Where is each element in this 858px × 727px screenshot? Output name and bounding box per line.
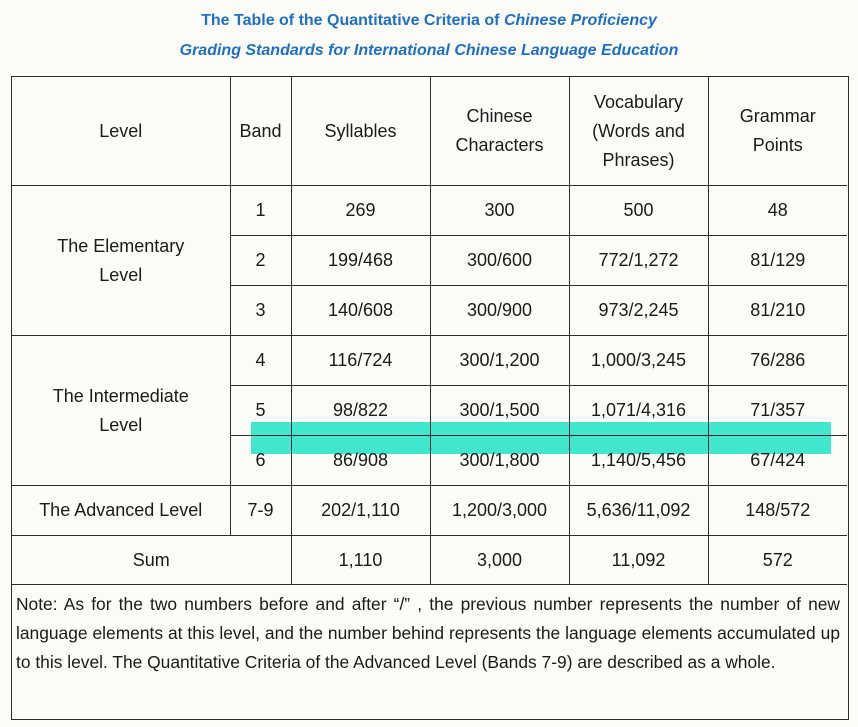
characters-cell: 1,200/3,000 bbox=[430, 486, 569, 536]
characters-cell: 300/600 bbox=[430, 236, 569, 286]
sum-row bbox=[12, 536, 847, 585]
band-cell: 4 bbox=[230, 336, 291, 386]
vocabulary-cell: 500 bbox=[569, 186, 708, 236]
level-intermediate: The Intermediate Level bbox=[12, 336, 230, 486]
characters-cell: 300 bbox=[430, 186, 569, 236]
sum-syllables: 1,110 bbox=[291, 536, 430, 585]
sum-characters: 3,000 bbox=[430, 536, 569, 585]
page-title bbox=[0, 12, 858, 30]
grammar-cell: 81/129 bbox=[708, 236, 847, 286]
grammar-cell: 148/572 bbox=[708, 486, 847, 536]
syllables-cell: 86/908 bbox=[291, 436, 430, 486]
table-row bbox=[12, 186, 847, 236]
sum-vocabulary: 11,092 bbox=[569, 536, 708, 585]
vocabulary-cell: 5,636/11,092 bbox=[569, 486, 708, 536]
sum-grammar: 572 bbox=[708, 536, 847, 585]
header-syllables: Syllables bbox=[291, 77, 430, 186]
vocabulary-cell: 1,140/5,456 bbox=[569, 436, 708, 486]
title-line1-italic: Chinese Proficiency bbox=[503, 12, 657, 29]
level-elementary: The Elementary Level bbox=[12, 186, 230, 336]
characters-cell: 300/900 bbox=[430, 286, 569, 336]
table-row bbox=[12, 486, 847, 536]
header-row bbox=[12, 77, 847, 186]
grammar-cell: 67/424 bbox=[708, 436, 847, 486]
table-row-highlighted bbox=[12, 336, 847, 386]
grammar-cell: 76/286 bbox=[708, 336, 847, 386]
characters-cell: 300/1,200 bbox=[430, 336, 569, 386]
vocabulary-cell: 1,000/3,245 bbox=[569, 336, 708, 386]
header-band: Band bbox=[230, 77, 291, 186]
grammar-cell: 71/357 bbox=[708, 386, 847, 436]
band-cell: 7-9 bbox=[230, 486, 291, 536]
header-level: Level bbox=[12, 77, 230, 186]
grammar-cell: 48 bbox=[708, 186, 847, 236]
title-line1-prefix: The Table of the Quantitative Criteria of bbox=[201, 12, 504, 29]
sum-label: Sum bbox=[12, 536, 291, 585]
syllables-cell: 98/822 bbox=[291, 386, 430, 436]
header-characters: Chinese Characters bbox=[430, 77, 569, 186]
band-cell: 5 bbox=[230, 386, 291, 436]
syllables-cell: 116/724 bbox=[291, 336, 430, 386]
header-vocabulary: Vocabulary (Words and Phrases) bbox=[569, 77, 708, 186]
header-grammar: Grammar Points bbox=[708, 77, 847, 186]
syllables-cell: 140/608 bbox=[291, 286, 430, 336]
syllables-cell: 202/1,110 bbox=[291, 486, 430, 536]
characters-cell: 300/1,500 bbox=[430, 386, 569, 436]
syllables-cell: 199/468 bbox=[291, 236, 430, 286]
characters-cell: 300/1,800 bbox=[430, 436, 569, 486]
level-advanced: The Advanced Level bbox=[12, 486, 230, 536]
vocabulary-cell: 772/1,272 bbox=[569, 236, 708, 286]
vocabulary-cell: 973/2,245 bbox=[569, 286, 708, 336]
band-cell: 2 bbox=[230, 236, 291, 286]
page-subtitle: Grading Standards for International Chinese Language Education bbox=[179, 42, 679, 59]
vocabulary-cell: 1,071/4,316 bbox=[569, 386, 708, 436]
band-cell: 3 bbox=[230, 286, 291, 336]
grammar-cell: 81/210 bbox=[708, 286, 847, 336]
criteria-table bbox=[12, 77, 847, 585]
table-note: Note: As for the two numbers before and after “/” , the previous number represents the number of new language elements at this level, and the number behind represents the language elements accumulated up to this level. The Quantitative Criteria of the Advanced Level (Bands 7-9) are described as a whole. bbox=[16, 594, 840, 672]
band-cell: 1 bbox=[230, 186, 291, 236]
band-cell: 6 bbox=[230, 436, 291, 486]
syllables-cell: 269 bbox=[291, 186, 430, 236]
